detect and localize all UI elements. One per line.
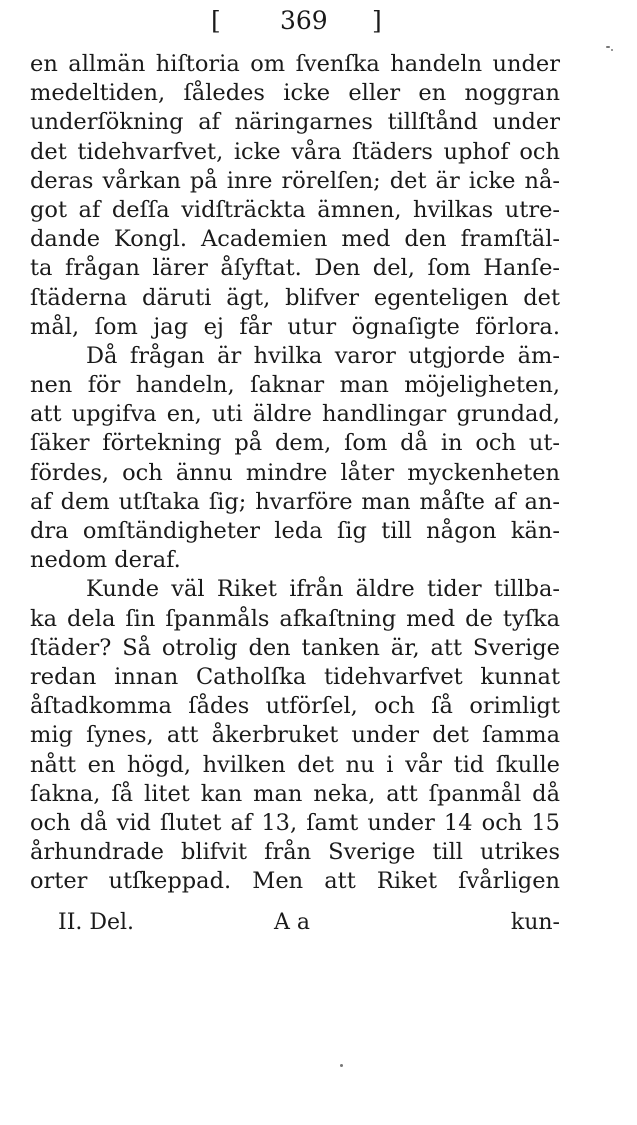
margin-mark <box>606 46 610 48</box>
paragraph-3 <box>30 575 560 896</box>
text-line: åſtadkomma ſådes utförſel, och ſå orimligt <box>30 693 560 720</box>
ink-speck <box>340 1064 343 1067</box>
text-line: medeltiden, ſåledes icke eller en noggran <box>30 80 560 107</box>
header-bracket-left: [ <box>211 6 221 35</box>
text-line: mål, ſom jag ej får utur ögnaſigte förlora. <box>30 313 560 340</box>
text-line: ſtäderna däruti ägt, blifver egenteligen det <box>30 284 560 311</box>
text-line: redan innan Catholſka tidehvarfvet kunnat <box>30 663 560 690</box>
text-line: fördes, och ännu mindre låter myckenheten <box>30 459 560 486</box>
text-line: Kunde väl Riket ifrån äldre tider tillba- <box>86 576 560 603</box>
text-line: orter utſkeppad. Men att Riket ſvårligen <box>30 868 560 895</box>
text-line: ka dela ſin ſpanmåls afkaſtning med de tyſka <box>30 605 560 632</box>
text-line: mig ſynes, att åkerbruket under det ſamma <box>30 722 560 749</box>
text-line: nedom deraf. <box>30 547 181 574</box>
text-line: dra omſtändigheter leda ſig till någon kän- <box>30 518 560 544</box>
page-footer <box>30 908 560 938</box>
text-line: nen för handeln, ſaknar man möjeligheten, <box>30 372 560 399</box>
text-line: nått en högd, hvilken det nu i vår tid ſkulle <box>30 751 560 778</box>
text-line: got af deſſa vidſträckta ämnen, hvilkas utre- <box>30 196 560 223</box>
text-line: det tidehvarfvet, icke våra ſtäders uphof och <box>30 138 560 165</box>
text-line: ta frågan lärer åſyftat. Den del, ſom Hanſe- <box>30 255 560 282</box>
text-line: underſökning af näringarnes tillſtånd under <box>30 109 560 136</box>
text-line: dande Kongl. Academien med den framſtäl- <box>30 226 560 253</box>
page-number: 369 <box>280 6 328 35</box>
text-line: ſakna, ſå litet kan man neka, att ſpanmål då <box>30 780 560 807</box>
text-line: Då frågan är hvilka varor utgjorde äm- <box>86 342 560 369</box>
signature-mark: II. Del. <box>58 910 135 935</box>
text-line: århundrade blifvit från Sverige till utrikes <box>30 839 560 866</box>
text-line: af dem utſtaka ſig; hvarföre man måſte af an- <box>30 488 560 515</box>
text-line: och då vid ſlutet af 13, ſamt under 14 och 15 <box>30 809 560 836</box>
running-header <box>180 4 420 38</box>
text-line: ſtäder? Så otrolig den tanken är, att Sverige <box>30 634 560 661</box>
text-line: en allmän hiſtoria om ſvenſka handeln under <box>30 51 560 77</box>
text-line: att upgifva en, uti äldre handlingar grundad, <box>30 401 560 428</box>
body-text <box>30 50 560 896</box>
header-bracket-right: ] <box>372 6 382 35</box>
text-line: deras vårkan på inre rörelſen; det är icke nå- <box>30 167 560 194</box>
catchword: kun- <box>510 910 560 935</box>
text-line: ſäker förtekning på dem, ſom då in och ut- <box>30 430 560 457</box>
paragraph-2 <box>30 342 560 576</box>
paragraph-1 <box>30 50 560 342</box>
sheet-mark: A a <box>274 910 310 935</box>
margin-mark <box>611 49 613 51</box>
